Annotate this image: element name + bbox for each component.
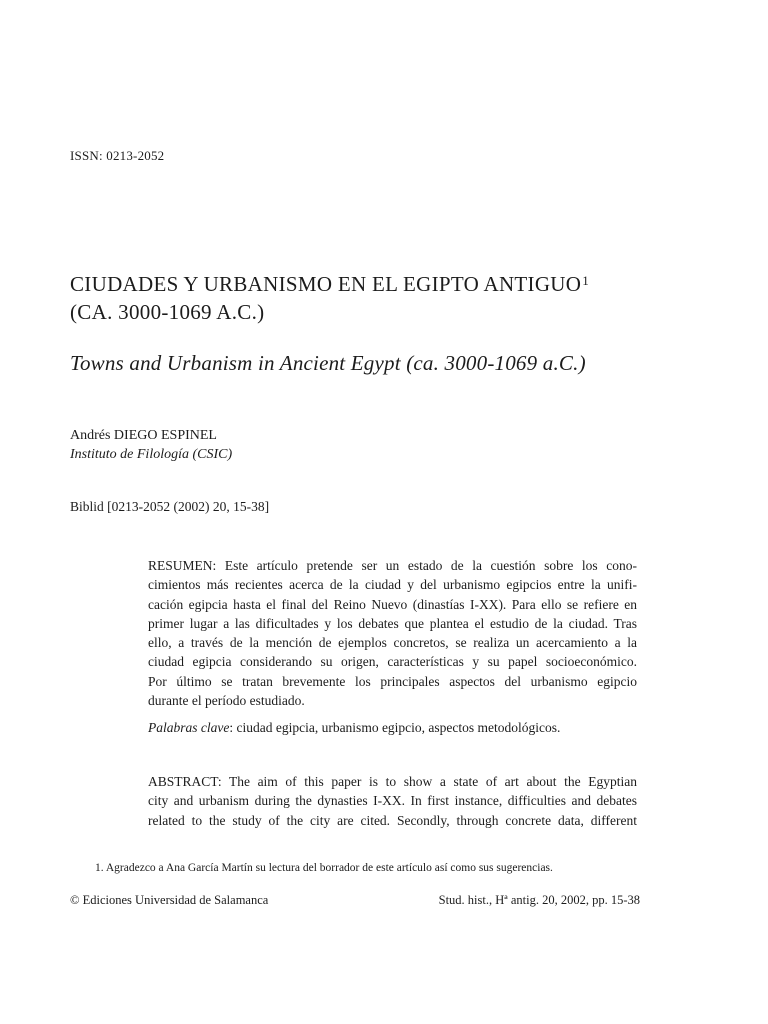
resumen-line: ciudad egipcia considerando su origen, características y su papel socioeconómico. [148, 654, 637, 670]
issn-number: ISSN: 0213-2052 [70, 148, 165, 163]
author-block [70, 426, 232, 464]
resumen-line: ello, a través de la mención de ejemplos concretos, se realiza un acercamiento a la [148, 635, 637, 651]
abstract-line: ABSTRACT: The aim of this paper is to show a state of art about the Egyptian [148, 774, 637, 789]
abstract-line: related to the study of the city are cited. Secondly, through concrete data, different [148, 812, 637, 828]
article-title [70, 270, 690, 326]
resumen-line: durante el período estudiado. [148, 693, 305, 709]
keywords-label: Palabras clave [148, 720, 230, 735]
publisher-credit: © Ediciones Universidad de Salamanca [70, 893, 269, 907]
resumen-line: cimientos más recientes acerca de la ciudad y del urbanismo egipcios entre la unifi- [148, 577, 637, 593]
resumen-line: cación egipcia hasta el final del Reino Nuevo (dinastías I-XX). Para ello se refiere en [148, 596, 637, 612]
title-line-1: CIUDADES Y URBANISMO EN EL EGIPTO ANTIGUO [70, 272, 582, 296]
resumen-paragraph [148, 556, 637, 710]
title-footnote-mark[interactable]: 1 [582, 273, 590, 288]
footnote: 1. Agradezco a Ana García Martín su lectura del borrador de este artículo así como sus sugerencias. [95, 862, 553, 874]
biblid-reference: Biblid [0213-2052 (2002) 20, 15-38] [70, 499, 270, 514]
resumen-line: RESUMEN: Este artículo pretende ser un estado de la cuestión sobre los cono- [148, 558, 637, 573]
title-line-2: (CA. 3000-1069 A.C.) [70, 300, 265, 324]
abstract-paragraph [148, 772, 637, 830]
journal-citation: Stud. hist., Hª antig. 20, 2002, pp. 15-38 [438, 893, 640, 907]
keywords-text: : ciudad egipcia, urbanismo egipcio, aspectos metodológicos. [229, 720, 561, 735]
resumen-line: primer lugar a las dificultades y los debates que plantea el estudio de la ciudad. Tras [148, 615, 637, 631]
keywords [148, 718, 637, 737]
abstract-line: city and urbanism during the dynasties I-XX. In first instance, difficulties and debates [148, 793, 637, 809]
author-name: Andrés DIEGO ESPINEL [70, 428, 217, 443]
english-title: Towns and Urbanism in Ancient Egypt (ca. 3000-1069 a.C.) [70, 351, 586, 375]
resumen-line: Por último se tratan brevemente los principales aspectos del urbanismo egipcio [148, 673, 637, 689]
author-affiliation: Instituto de Filología (CSIC) [70, 447, 233, 462]
